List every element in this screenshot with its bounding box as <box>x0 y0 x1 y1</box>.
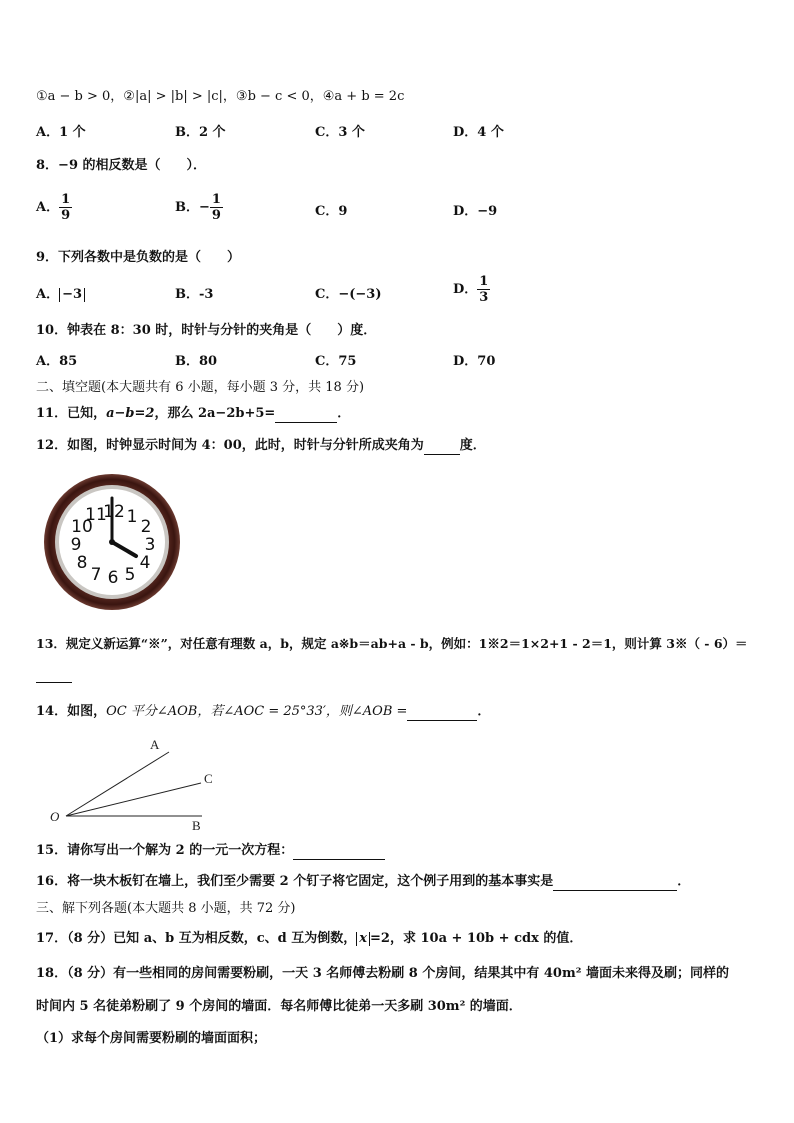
q9-option-b[interactable]: B．-3 <box>175 287 214 302</box>
clock-numeral-11: 11 <box>85 505 107 525</box>
clock-numeral-9: 9 <box>70 535 82 555</box>
q10-option-d[interactable]: D．70 <box>453 354 496 369</box>
q10-stem: 10．钟表在 8：30 时，时针与分针的夹角是（ ）度． <box>36 323 377 338</box>
clock-numeral-12: 12 <box>103 502 125 522</box>
q18-subquestion-1: （1）求每个房间需要粉刷的墙面面积； <box>36 1031 267 1046</box>
answer-blank[interactable] <box>293 845 385 860</box>
clock-numeral-2: 2 <box>140 517 152 537</box>
q10-option-b[interactable]: B．80 <box>175 354 218 369</box>
q7-option-d[interactable]: D．4 个 <box>453 125 504 140</box>
q17: 17．（8 分）已知 a、b 互为相反数，c、d 互为倒数， x =2，求 10a + 10b + cdx 的值． <box>36 931 583 946</box>
q8-stem: 8．−9 的相反数是（ ）． <box>36 158 207 173</box>
section-heading-solve: 三、解下列各题(本大题共 8 小题，共 72 分) <box>36 901 296 916</box>
fraction: $\frac{1}{9}$ <box>211 192 221 223</box>
q8-option-d[interactable]: D．−9 <box>453 204 498 219</box>
q9-stem: 9．下列各数中是负数的是（ ） <box>36 250 241 265</box>
answer-blank[interactable] <box>553 876 677 891</box>
q7-option-c[interactable]: C．3 个 <box>315 125 365 140</box>
q14: 14．如图，OC 平分∠AOB，若∠AOC = 25°33′，则∠AOB = ． <box>36 704 491 719</box>
q7-statements: ①a − b > 0，②|a| > |b| > |c|，③b − c < 0，④a + b = 2c <box>36 89 405 104</box>
q8-option-b[interactable]: B．− $\frac{1}{9}$ <box>175 192 221 223</box>
clock-center <box>109 539 115 545</box>
absolute-value: x <box>356 932 370 946</box>
label-a: A <box>150 737 160 752</box>
label-b: B <box>192 818 201 833</box>
q15: 15．请你写出一个解为 2 的一元一次方程： <box>36 842 385 860</box>
label-o: O <box>50 809 60 824</box>
clock-numeral-8: 8 <box>76 553 88 573</box>
q7-option-b[interactable]: B．2 个 <box>175 125 226 140</box>
clock-figure <box>42 472 182 612</box>
q18-line-2: 时间内 5 名徒弟粉刷了 9 个房间的墙面．每名师傅比徒弟一天多刷 30m² 的墙面． <box>36 999 522 1014</box>
clock-numeral-4: 4 <box>139 553 151 573</box>
q8-option-a[interactable]: A． $\frac{1}{9}$ <box>36 192 71 223</box>
q7-option-a[interactable]: A．1 个 <box>36 125 86 140</box>
fraction: $\frac{1}{3}$ <box>479 274 489 305</box>
angle-figure <box>44 735 234 835</box>
clock-numeral-3: 3 <box>144 535 156 555</box>
absolute-value: −3 <box>59 288 85 302</box>
answer-blank[interactable] <box>36 668 72 683</box>
ray-oc <box>66 783 201 816</box>
ray-oa <box>66 752 169 816</box>
q10-option-a[interactable]: A．85 <box>36 354 78 369</box>
q13: 13．规定义新运算“※”，对任意有理数 a，b，规定 a※b＝ab+a - b，例如：1※2＝1×2+1 - 2＝1，则计算 3※（ - 6）＝ <box>36 636 748 651</box>
q9-option-a[interactable]: A． −3 <box>36 286 85 304</box>
q12: 12．如图，时钟显示时间为 4：00，此时，时针与分针所成夹角为 度． <box>36 438 486 453</box>
q11: 11．已知，a−b=2，那么 2a−2b+5= ． <box>36 406 351 421</box>
q9-option-c[interactable]: C．−(−3) <box>315 287 382 302</box>
section-heading-fill-in: 二、填空题(本大题共有 6 小题，每小题 3 分，共 18 分) <box>36 380 365 395</box>
label-c: C <box>204 771 213 786</box>
q10-option-c[interactable]: C．75 <box>315 354 357 369</box>
q9-option-d[interactable]: D． $\frac{1}{3}$ <box>453 274 489 305</box>
clock-numeral-6: 6 <box>107 568 119 588</box>
answer-blank[interactable] <box>275 408 337 423</box>
answer-blank[interactable] <box>424 440 460 455</box>
clock-numeral-7: 7 <box>90 565 102 585</box>
q18-line-1: 18．（8 分）有一些相同的房间需要粉刷，一天 3 名师傅去粉刷 8 个房间，结果其中有 40m² 墙面未来得及刷；同样的 <box>36 966 729 981</box>
answer-blank[interactable] <box>407 706 477 721</box>
clock-numeral-1: 1 <box>126 507 138 527</box>
clock-numeral-10: 10 <box>71 517 93 537</box>
fraction: $\frac{1}{9}$ <box>61 192 71 223</box>
q8-option-c[interactable]: C．9 <box>315 204 348 219</box>
q16: 16．将一块木板钉在墙上，我们至少需要 2 个钉子将它固定，这个例子用到的基本事实是 ． <box>36 874 691 889</box>
clock-numeral-5: 5 <box>124 565 136 585</box>
